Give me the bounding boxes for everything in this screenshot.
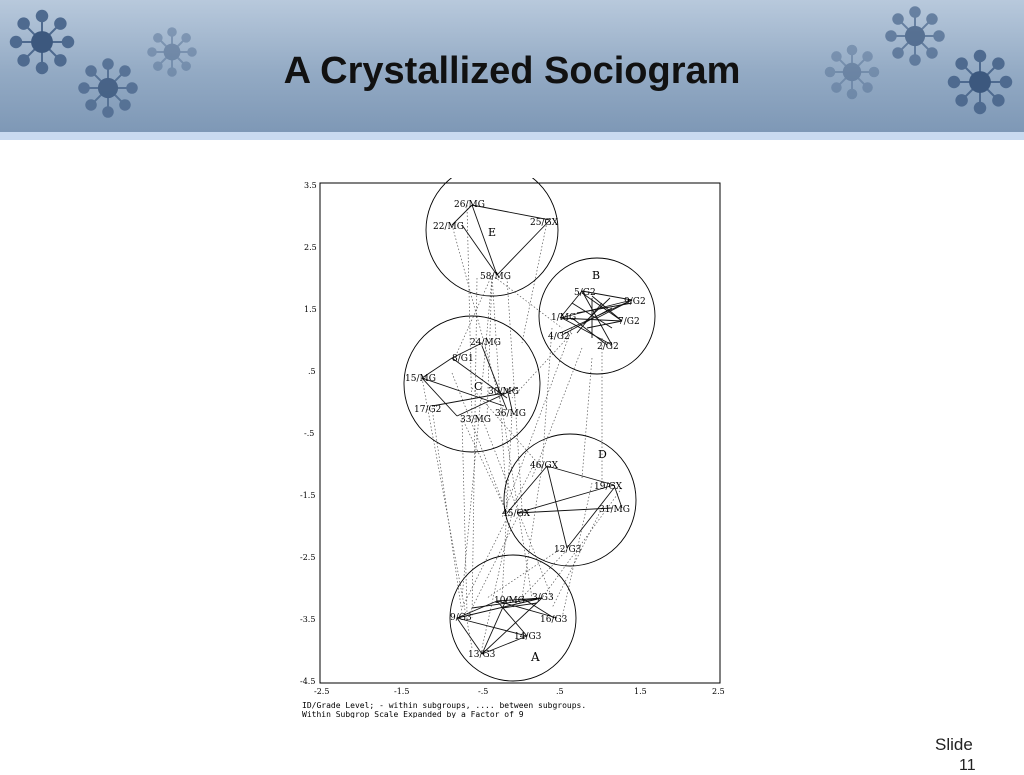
x-tick-label: -.5 (478, 687, 489, 696)
node-label: 17/G2 (414, 405, 442, 415)
x-tick-label: 1.5 (634, 687, 647, 696)
slide-title: A Crystallized Sociogram (283, 50, 741, 92)
node-label: 1/MG (551, 313, 577, 323)
node-label: 10/MG (494, 596, 525, 606)
y-tick-label: .5 (308, 367, 316, 376)
sociogram-figure (292, 178, 732, 718)
x-tick-label: -2.5 (314, 687, 330, 696)
y-tick-label: 3.5 (304, 181, 317, 190)
node-label: 15/MG (405, 374, 436, 384)
plot-frame (320, 183, 720, 683)
caption-line-2: Within Subgrop Scale Expanded by a Factor of 9 (302, 710, 524, 718)
node-label: 31/MG (599, 505, 630, 515)
group-label-c: C (474, 380, 483, 393)
node-label: 58/MG (480, 272, 511, 282)
node-label: 36/MG (495, 409, 526, 419)
node-label: 30/MG (488, 387, 519, 397)
x-tick-label: 2.5 (712, 687, 725, 696)
node-label: 16/G3 (540, 615, 568, 625)
y-tick-label: 1.5 (304, 305, 317, 314)
node-label: 26/MG (454, 200, 485, 210)
node-label: 33/MG (460, 415, 491, 425)
node-label: 5/G2 (574, 288, 596, 298)
y-tick-label: -4.5 (300, 677, 316, 686)
node-label: 25/GX (530, 218, 559, 228)
y-tick-label: -1.5 (300, 491, 316, 500)
node-label: 22/MG (433, 222, 464, 232)
group-label-d: D (598, 448, 607, 461)
node-label: 7/G2 (618, 317, 640, 327)
node-label: 13/G3 (468, 650, 496, 660)
node-label: 19/GX (594, 482, 623, 492)
node-label: 9/G2 (624, 297, 646, 307)
y-tick-label: -.5 (304, 429, 315, 438)
node-label: 2/G2 (597, 342, 619, 352)
group-label-a: A (531, 650, 540, 664)
x-tick-label: -1.5 (394, 687, 410, 696)
x-tick-label: .5 (556, 687, 564, 696)
y-tick-label: -2.5 (300, 553, 316, 562)
node-label: 4/G2 (548, 332, 570, 342)
y-tick-label: 2.5 (304, 243, 317, 252)
node-label: 3/G3 (532, 593, 554, 603)
slide-label: Slide (935, 735, 973, 754)
node-label: 46/GX (530, 461, 559, 471)
node-label: 8/G1 (452, 354, 474, 364)
node-label: 45/GX (502, 509, 531, 519)
node-label: 9/G3 (450, 613, 472, 623)
node-label: 14/G3 (514, 632, 542, 642)
node-label: 12/G3 (554, 545, 582, 555)
header-underline (0, 132, 1024, 140)
caption-line-1: ID/Grade Level; - within subgroups, .... between subgroups. (302, 701, 587, 710)
node-label: 24/MG (470, 338, 501, 348)
group-label-e: E (488, 226, 497, 239)
slide-number: 11 (959, 757, 976, 774)
y-tick-label: -3.5 (300, 615, 316, 624)
group-label-b: B (592, 269, 601, 282)
